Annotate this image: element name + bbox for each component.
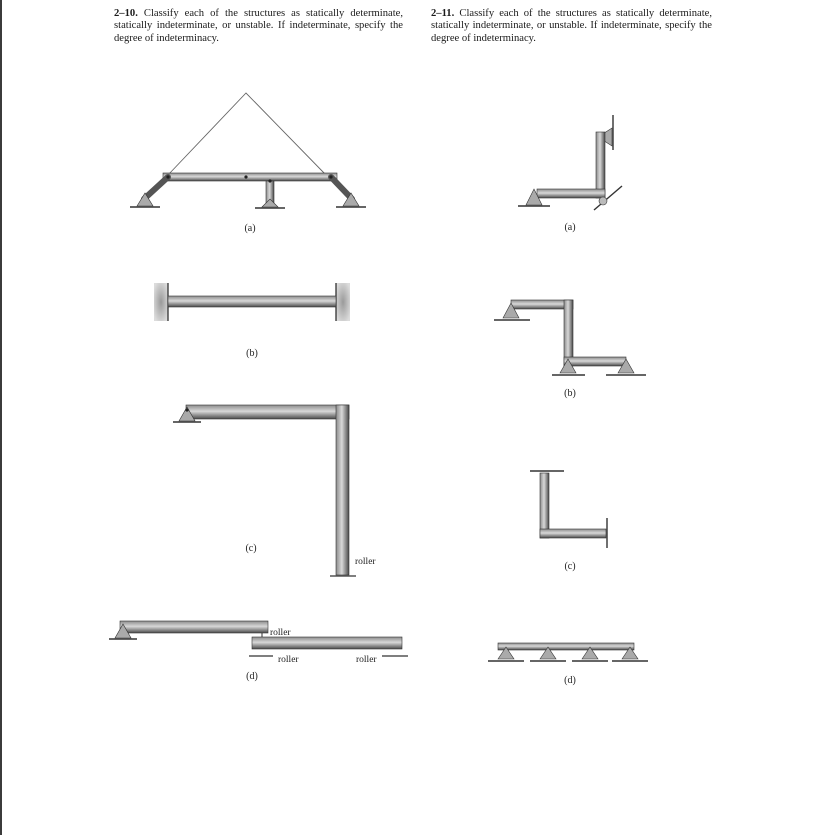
cable xyxy=(168,93,326,175)
fig-2-10-d xyxy=(109,621,408,682)
left-link xyxy=(144,177,168,199)
fig-2-11-a xyxy=(518,115,622,233)
label-d: (d) xyxy=(564,675,576,686)
label-b: (b) xyxy=(564,388,576,399)
beam xyxy=(498,643,634,650)
beam xyxy=(163,173,337,181)
fig-2-10-b xyxy=(154,283,350,359)
problem-text: Classify each of the structures as statically determinate, statically indeterminate, or unstable. If indeterminate, specify the degree of indeterminacy. xyxy=(431,8,712,44)
label-a: (a) xyxy=(244,223,256,234)
fig-2-11-d xyxy=(488,643,648,686)
beam-left xyxy=(120,621,268,633)
beam xyxy=(540,529,606,538)
label-d: (d) xyxy=(246,671,258,682)
pin-support-left xyxy=(130,193,160,207)
fixed-wall-right xyxy=(336,283,350,321)
fig-2-10-a xyxy=(130,93,366,234)
label-c: (c) xyxy=(564,561,576,572)
problem-number: 2–11. xyxy=(431,8,455,19)
pin-support-right xyxy=(336,193,366,207)
fig-2-11-c xyxy=(530,471,607,572)
beam-right xyxy=(252,637,402,649)
beam xyxy=(186,405,349,419)
label-c: (c) xyxy=(245,543,257,554)
label-b: (b) xyxy=(246,348,258,359)
problem-number: 2–10. xyxy=(114,8,138,19)
label-a: (a) xyxy=(564,222,576,233)
beam-bottom xyxy=(564,357,626,366)
roller-label-top: roller xyxy=(270,628,291,638)
roller-label: roller xyxy=(355,557,376,567)
pin-support-center xyxy=(255,199,285,208)
roller-label-right: roller xyxy=(356,655,377,665)
roller-label-mid: roller xyxy=(278,655,299,665)
beam xyxy=(168,296,336,307)
column xyxy=(336,405,349,575)
problem-text: Classify each of the structures as statically determinate, statically indeterminate, or unstable. If indeterminate, specify the degree of indeterminacy. xyxy=(114,8,403,44)
beam xyxy=(537,189,605,198)
fixed-wall-left xyxy=(154,283,168,321)
column xyxy=(596,132,605,198)
right-link xyxy=(331,177,352,199)
fig-2-10-c xyxy=(173,405,376,576)
fig-2-11-b xyxy=(494,300,646,399)
column xyxy=(564,300,573,366)
column xyxy=(540,473,549,538)
